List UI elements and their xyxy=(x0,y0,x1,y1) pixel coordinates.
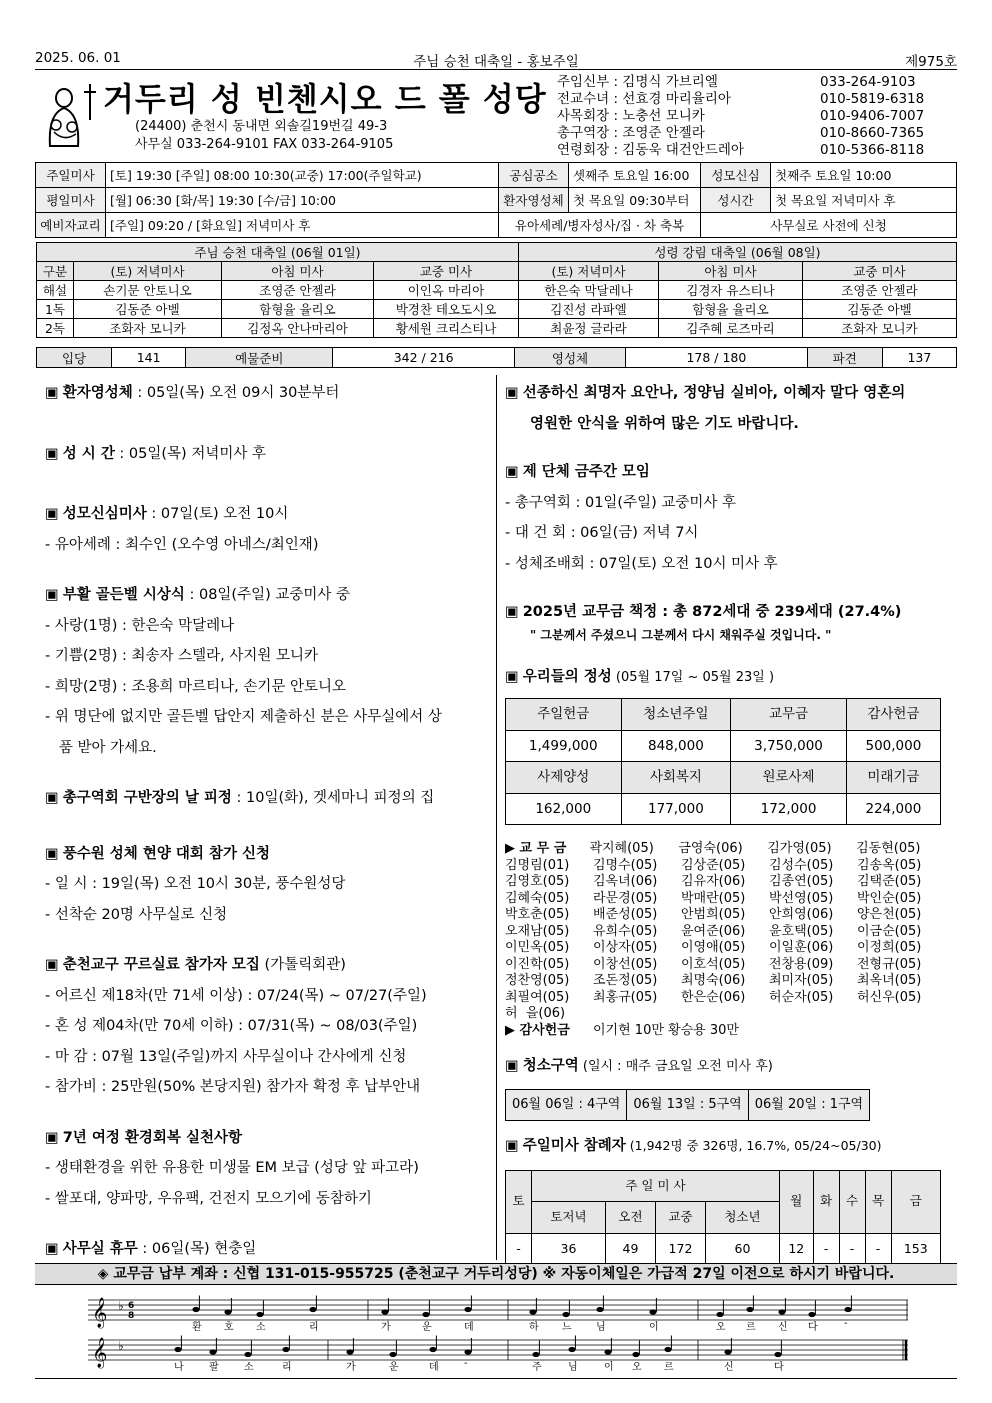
count-label: 입당 xyxy=(37,348,112,368)
svg-text:♭: ♭ xyxy=(118,1299,124,1313)
liturgy-roles-table xyxy=(36,242,957,338)
attendance-value: - xyxy=(865,1233,891,1265)
table-row xyxy=(506,699,941,731)
notice-line: - 총구역회 : 01일(주일) 교중미사 후 xyxy=(505,494,737,511)
note-head xyxy=(774,1352,781,1357)
attendance-label: 금 xyxy=(891,1170,940,1233)
role-cell: 김동준 아벨 xyxy=(74,300,222,319)
note-head xyxy=(192,1307,199,1312)
lyric-syllable: 신 xyxy=(724,1362,734,1373)
schedule-label: 평일미사 xyxy=(36,188,106,213)
table-row xyxy=(506,730,941,762)
schedule-value: [주일] 09:20 / [화요일] 저녁미사 후 xyxy=(106,213,499,238)
attendance-value: - xyxy=(839,1233,865,1265)
staff-role: 전교수녀 : 선효경 마리율리아 xyxy=(557,91,731,107)
note-head xyxy=(381,1309,388,1314)
lyric-syllable: 운 xyxy=(389,1362,399,1373)
attendance-label: 주 일 미 사 xyxy=(531,1170,779,1202)
note-head xyxy=(716,1312,723,1317)
note-head xyxy=(724,1349,731,1354)
offering-value: 224,000 xyxy=(846,793,940,825)
staff-role: 사목회장 : 노충선 모니카 xyxy=(557,108,705,124)
notice-heading: ▣ 부활 골든벨 시상식 : 08일(주일) 교중미사 중 xyxy=(45,587,351,603)
notice-line: - 대 건 회 : 06일(금) 저녁 7시 xyxy=(505,525,699,541)
week2-title: 성령 강림 대축일 (06월 08일) xyxy=(519,243,957,262)
note-head xyxy=(532,1352,539,1357)
role-cell: 한은숙 막달레나 xyxy=(519,281,659,300)
parish-title: 거두리 성 빈첸시오 드 폴 성당 xyxy=(103,80,547,118)
left-column xyxy=(45,378,490,1265)
staff-row xyxy=(557,108,925,125)
hymn-count-table xyxy=(36,347,957,368)
staff-phone: 010-5366-8118 xyxy=(820,142,925,158)
role-cell: 함형율 율리오 xyxy=(222,300,374,319)
svg-text:6: 6 xyxy=(128,1301,135,1311)
column-header: (토) 저녁미사 xyxy=(519,262,659,281)
staff-role: 총구역장 : 조영준 안젤라 xyxy=(557,125,705,141)
notice-heading: ▣ 사무실 휴무 : 06일(목) 현충일 xyxy=(45,1241,257,1257)
role-label: 2독 xyxy=(37,319,74,338)
table-row xyxy=(506,1170,941,1202)
schedule-value: [월] 06:30 [화/목] 19:30 [수/금] 10:00 xyxy=(106,188,499,213)
staff-row xyxy=(557,74,916,91)
offering-table xyxy=(505,698,941,825)
svg-text:8: 8 xyxy=(128,1311,135,1321)
note-head xyxy=(224,1309,231,1314)
lyric-syllable: 신 xyxy=(778,1322,788,1333)
notes-row-1 xyxy=(192,1296,851,1318)
notice-heading: ▣ 춘천교구 꾸르실료 참가자 모집 (가톨릭회관) xyxy=(45,957,346,973)
list-item: 김명림(01) 김명수(05) 김상준(05) 김성수(05) 김송옥(05) xyxy=(505,857,922,873)
note-head xyxy=(568,1347,575,1352)
offering-label: 사제양성 xyxy=(506,762,622,794)
lyric-syllable: 르 xyxy=(746,1322,756,1333)
notice-line: - 성체조배회 : 07일(토) 오전 10시 미사 후 xyxy=(505,555,778,572)
notice-line: - 생태환경을 위한 유용한 미생물 EM 보급 (성당 앞 파고라) xyxy=(45,1160,419,1176)
schedule-value: 첫 목요일 저녁미사 후 xyxy=(771,188,957,213)
attendance-label: 오전 xyxy=(605,1202,655,1234)
schedule-value: 첫 목요일 09:30부터 xyxy=(569,188,701,213)
column-header: (토) 저녁미사 xyxy=(74,262,222,281)
role-label: 해설 xyxy=(37,281,74,300)
bulletin-date: 2025. 06. 01 xyxy=(35,50,121,66)
staff-role: 주임신부 : 김명식 가브리엘 xyxy=(557,74,718,90)
offering-label: 원로사제 xyxy=(731,762,847,794)
note-head xyxy=(562,1312,569,1317)
thanks-offering: ▶ 감사헌금 이기현 10만 황승용 30만 xyxy=(505,1022,739,1038)
lyric-syllable: 다 xyxy=(808,1322,818,1333)
right-column xyxy=(505,378,950,1265)
role-cell: 손기문 안토니오 xyxy=(74,281,222,300)
lyric-syllable: 이 xyxy=(649,1322,659,1333)
note-head xyxy=(844,1307,851,1312)
offering-label: 사회복지 xyxy=(621,762,731,794)
notice-heading: ▣ 제 단체 금주간 모임 xyxy=(505,464,650,480)
attendance-label: 월 xyxy=(779,1170,813,1233)
note-head xyxy=(464,1307,471,1312)
role-cell: 김정옥 안나마리아 xyxy=(222,319,374,338)
role-cell: 김동준 아벨 xyxy=(803,300,957,319)
attendance-value: 36 xyxy=(531,1233,605,1265)
notice-heading: ▣ 2025년 교무금 책정 : 총 872세대 중 239세대 (27.4%) xyxy=(505,604,902,620)
column-header: 교중 미사 xyxy=(803,262,957,281)
staff-row xyxy=(557,91,925,108)
lyric-syllable: 님 xyxy=(596,1322,606,1333)
note-head xyxy=(174,1347,181,1352)
note-head xyxy=(808,1312,815,1317)
attendance-value: 49 xyxy=(605,1233,655,1265)
offering-label: 미래기금 xyxy=(846,762,940,794)
lyric-syllable: 데 xyxy=(429,1362,439,1373)
attendance-label: 토 xyxy=(506,1170,532,1233)
list-item: 정찬영(05) 조돈정(05) 최명숙(06) 최미자(05) 최옥녀(05) xyxy=(505,973,922,988)
notice-line: - 쌀포대, 양파망, 우유팩, 건전지 모으기에 동참하기 xyxy=(45,1190,372,1207)
week1-title: 주님 승천 대축일 (06월 01일) xyxy=(37,243,519,262)
note-head xyxy=(464,1349,471,1354)
cleaning-cell: 06월 13일 : 5구역 xyxy=(627,1089,748,1121)
table-row xyxy=(506,762,941,794)
attendance-label: 교중 xyxy=(655,1202,705,1234)
role-cell: 조영준 안젤라 xyxy=(222,281,374,300)
lyric-syllable: 르 xyxy=(664,1362,674,1373)
note-head xyxy=(632,1352,639,1357)
notice-heading: ▣ 성모신심미사 : 07일(토) 오전 10시 xyxy=(45,506,289,522)
table-row xyxy=(37,300,957,319)
schedule-label: 환자영성체 xyxy=(499,188,569,213)
tithe-quote: " 그분께서 주셨으니 그분께서 다시 채워주실 것입니다. " xyxy=(530,627,832,642)
issue-number: 제975호 xyxy=(905,54,957,70)
staff-phone: 010-5819-6318 xyxy=(820,91,925,107)
lyric-syllable: 나 xyxy=(174,1362,184,1373)
column-header: 아침 미사 xyxy=(659,262,803,281)
lyric-syllable: 소 xyxy=(256,1322,266,1333)
role-cell: 김경자 유스티나 xyxy=(659,281,803,300)
svg-text:♭: ♭ xyxy=(118,1339,124,1353)
note-head xyxy=(256,1312,263,1317)
memorial-notice-cont: 영원한 안식을 위하여 많은 기도 바랍니다. xyxy=(530,415,799,432)
note-head xyxy=(596,1307,603,1312)
attendance-value: 172 xyxy=(655,1233,705,1265)
lyric-syllable: 데 xyxy=(464,1322,474,1333)
lyric-syllable: 가 xyxy=(346,1362,356,1373)
notice-heading: ▣ 총구역회 구반장의 날 피정 : 10일(화), 겟세마니 피정의 집 xyxy=(45,790,435,806)
role-cell: 최윤정 글라라 xyxy=(519,319,659,338)
column-header: 교중 미사 xyxy=(374,262,519,281)
lyric-syllable: 주 xyxy=(532,1362,542,1373)
notice-heading: ▣ 청소구역 (일시 : 매주 금요일 오전 미사 후) xyxy=(505,1058,773,1074)
notes-row-2 xyxy=(174,1336,781,1358)
note-head xyxy=(778,1309,785,1314)
lyric-syllable: 리 xyxy=(309,1322,319,1333)
schedule-label: 성시간 xyxy=(701,188,771,213)
svg-text:𝄞: 𝄞 xyxy=(92,1298,108,1328)
table-row xyxy=(37,243,957,262)
staff-phone: 010-9406-7007 xyxy=(820,108,925,124)
notice-heading: ▣ 우리들의 정성 (05월 17일 ~ 05월 23일 ) xyxy=(505,668,775,685)
table-row xyxy=(37,281,957,300)
lyric-syllable: 하 xyxy=(529,1322,539,1333)
offering-value: 3,750,000 xyxy=(731,730,847,762)
staff-phone: 010-8660-7365 xyxy=(820,125,925,141)
table-row xyxy=(37,348,957,368)
list-item: 김영호(05) 김옥녀(06) 김유자(06) 김종연(05) 김택준(05) xyxy=(505,874,922,889)
notice-line: - 마 감 : 07월 13일(주일)까지 사무실이나 간사에게 신청 xyxy=(45,1048,407,1065)
lyric-syllable: 느 xyxy=(562,1322,572,1333)
list-item: 김혜숙(05) 라문경(05) 박매란(05) 박선영(05) 박인순(05) xyxy=(505,890,922,906)
lyric-syllable: 오 xyxy=(716,1322,726,1333)
table-row xyxy=(506,1233,941,1265)
list-item: 이민옥(05) 이상자(05) 이영애(05) 이일훈(06) 이정희(05) xyxy=(505,940,922,955)
lyric-syllable: 소 xyxy=(244,1362,254,1373)
notice-line: - 희망(2명) : 조용희 마르티나, 손기문 안토니오 xyxy=(45,678,347,695)
note-head xyxy=(529,1309,536,1314)
parish-logo-icon xyxy=(42,80,98,150)
note-head xyxy=(429,1347,436,1352)
notice-line: - 사랑(1명) : 한은숙 막달레나 xyxy=(45,617,235,634)
list-item: 이진학(05) 이창선(05) 이호석(05) 전창용(09) 전형규(05) xyxy=(505,956,922,972)
lyric-syllable: 리 xyxy=(282,1362,292,1373)
table-row xyxy=(37,319,957,338)
schedule-label: 주일미사 xyxy=(36,163,106,188)
column-header: 아침 미사 xyxy=(222,262,374,281)
mass-schedule-table xyxy=(35,162,957,238)
count-label: 예물준비 xyxy=(186,348,333,368)
notice-line: - 어르신 제18차(만 71세 이상) : 07/24(목) ~ 07/27(주일) xyxy=(45,987,427,1004)
lyric-syllable: 가 xyxy=(381,1322,391,1333)
tithe-account-banner: ◈ 교무금 납부 계좌 : 신협 131-015-955725 (춘천교구 거두리성당) ※ 자동이체일은 가급적 27일 이전으로 하시기 바랍니다. xyxy=(35,1263,957,1285)
note-head xyxy=(422,1312,429,1317)
tithe-names-list xyxy=(505,841,945,1039)
attendance-value: 12 xyxy=(779,1233,813,1265)
notice-heading: ▣ 주일미사 참례자 (1,942명 중 326명, 16.7%, 05/24~05/30) xyxy=(505,1138,882,1154)
staff-list xyxy=(557,74,925,159)
top-header xyxy=(35,50,957,70)
schedule-value: [토] 19:30 [주일] 08:00 10:30(교중) 17:00(주일학교) xyxy=(106,163,499,188)
role-cell: 김주혜 로즈마리 xyxy=(659,319,803,338)
cleaning-table xyxy=(505,1089,870,1122)
count-value: 178 / 180 xyxy=(626,348,808,368)
lyric-syllable: 호 xyxy=(224,1322,234,1333)
lyric-syllable: 다 xyxy=(774,1362,784,1373)
role-cell: 박경찬 테오도시오 xyxy=(374,300,519,319)
column-header: 구분 xyxy=(37,262,74,281)
count-label: 파견 xyxy=(807,348,882,368)
offering-value: 162,000 xyxy=(506,793,622,825)
offering-label: 청소년주일 xyxy=(621,699,731,731)
lyric-syllable: 운 xyxy=(422,1322,432,1333)
attendance-label: 청소년 xyxy=(705,1202,779,1234)
staff-row xyxy=(557,142,925,159)
attendance-value: 153 xyxy=(891,1233,940,1265)
lyric-syllable: - xyxy=(844,1318,848,1329)
count-value: 141 xyxy=(112,348,186,368)
lyric-syllable: 오 xyxy=(632,1362,642,1373)
note-head xyxy=(746,1307,753,1312)
offering-value: 1,499,000 xyxy=(506,730,622,762)
role-cell: 함형율 율리오 xyxy=(659,300,803,319)
notice-line: - 유아세례 : 최수인 (오수영 아네스/최인재) xyxy=(45,536,319,553)
attendance-label: 토저녁 xyxy=(531,1202,605,1234)
offering-label: 주일헌금 xyxy=(506,699,622,731)
staff-row xyxy=(557,125,925,142)
note-head xyxy=(209,1349,216,1354)
notice-line: - 기쁨(2명) : 최송자 스텔라, 사지원 모니카 xyxy=(45,648,319,664)
attendance-value: 60 xyxy=(705,1233,779,1265)
notice-heading: ▣ 7년 여정 환경회복 실천사항 xyxy=(45,1129,243,1146)
role-cell: 김진성 라파엘 xyxy=(519,300,659,319)
attendance-value: - xyxy=(506,1233,532,1265)
count-value: 342 / 216 xyxy=(333,348,515,368)
notice-line: - 혼 성 제04차(만 70세 이하) : 07/31(목) ~ 08/03(주일) xyxy=(45,1018,418,1034)
role-cell: 조영준 안젤라 xyxy=(803,281,957,300)
music-staff xyxy=(88,1290,908,1373)
notice-line: 품 받아 가세요. xyxy=(45,739,157,756)
offering-value: 848,000 xyxy=(621,730,731,762)
offering-label: 교무금 xyxy=(731,699,847,731)
note-head xyxy=(282,1347,289,1352)
table-row xyxy=(506,793,941,825)
role-cell: 황세원 크리스티나 xyxy=(374,319,519,338)
schedule-label: 공심공소 xyxy=(499,163,569,188)
lyric-syllable: 팔 xyxy=(209,1362,219,1373)
list-item: 허 을(06) xyxy=(505,1006,566,1021)
list-item: 오재남(05) 유희수(05) 윤여준(06) 윤호택(05) 이금순(05) xyxy=(505,923,922,939)
table-row xyxy=(36,163,957,188)
lyric-syllable: - xyxy=(464,1358,468,1369)
notice-line: - 선착순 20명 사무실로 신청 xyxy=(45,906,228,923)
cleaning-cell: 06월 20일 : 1구역 xyxy=(748,1089,869,1121)
schedule-label: 유아세례/병자성사/집 · 차 축복 xyxy=(499,213,701,238)
schedule-label: 예비자교리 xyxy=(36,213,106,238)
notice-line: - 일 시 : 19일(목) 오전 10시 30분, 풍수원성당 xyxy=(45,876,346,892)
parish-address-block xyxy=(135,118,393,154)
schedule-value: 사무실로 사전에 신청 xyxy=(701,213,957,238)
note-head xyxy=(649,1309,656,1314)
staff-phone: 033-264-9103 xyxy=(820,74,916,90)
offering-value: 177,000 xyxy=(621,793,731,825)
staff-role: 연령회장 : 김동욱 대건안드레아 xyxy=(557,142,744,158)
notice-heading: ▣ 풍수원 성체 현양 대회 참가 신청 xyxy=(45,845,271,862)
note-head xyxy=(346,1349,353,1354)
role-cell: 조화자 모니카 xyxy=(74,319,222,338)
offering-value: 500,000 xyxy=(846,730,940,762)
parish-office-phone: 사무실 033-264-9101 FAX 033-264-9105 xyxy=(135,137,394,152)
footer-rule xyxy=(35,1378,957,1379)
schedule-value: 첫째주 토요일 10:00 xyxy=(771,163,957,188)
notice-line: - 위 명단에 없지만 골든벨 답안지 제출하신 분은 사무실에서 상 xyxy=(45,709,442,725)
lyric-syllable: 님 xyxy=(568,1362,578,1373)
svg-text:𝄞: 𝄞 xyxy=(92,1338,108,1368)
role-label: 1독 xyxy=(37,300,74,319)
note-head xyxy=(309,1307,316,1312)
cleaning-cell: 06월 06일 : 4구역 xyxy=(506,1089,627,1121)
attendance-label: 수 xyxy=(839,1170,865,1233)
notice-heading: ▣ 성 시 간 : 05일(목) 저녁미사 후 xyxy=(45,445,266,462)
list-item: 최필여(05) 최홍규(05) 한은순(06) 허순자(05) 허신우(05) xyxy=(505,989,922,1005)
notice-heading: ▣ 환자영성체 : 05일(목) 오전 09시 30분부터 xyxy=(45,385,340,401)
lyric-syllable: 환 xyxy=(192,1322,202,1333)
table-row xyxy=(36,188,957,213)
count-label: 영성체 xyxy=(514,348,625,368)
feast-title: 주님 승천 대축일 - 홍보주일 xyxy=(413,54,579,70)
attendance-table xyxy=(505,1170,941,1266)
memorial-notice: ▣ 선종하신 최명자 요안나, 정양님 실비아, 이혜자 말다 영혼의 xyxy=(505,385,906,401)
note-head xyxy=(604,1349,611,1354)
offering-value: 172,000 xyxy=(731,793,847,825)
attendance-label: 화 xyxy=(813,1170,839,1233)
role-cell: 이인옥 마리아 xyxy=(374,281,519,300)
note-head xyxy=(664,1347,671,1352)
note-head xyxy=(244,1352,251,1357)
role-cell: 조화자 모니카 xyxy=(803,319,957,338)
note-head xyxy=(389,1352,396,1357)
column-divider xyxy=(496,375,497,1260)
offering-label: 감사헌금 xyxy=(846,699,940,731)
table-row xyxy=(506,1089,870,1121)
schedule-value: 셋째주 토요일 16:00 xyxy=(569,163,701,188)
attendance-value: - xyxy=(813,1233,839,1265)
table-row xyxy=(37,262,957,281)
attendance-label: 목 xyxy=(865,1170,891,1233)
count-value: 137 xyxy=(882,348,956,368)
list-item: 박호춘(05) 배준성(05) 안범희(05) 안희영(06) 양은천(05) xyxy=(505,907,922,922)
list-item: ▶ 교 무 금 곽지혜(05) 금영숙(06) 김가영(05) 김동현(05) xyxy=(505,841,921,856)
lyric-syllable: 이 xyxy=(604,1362,614,1373)
table-row xyxy=(36,213,957,238)
parish-address: (24400) 춘천시 동내면 외솔길19번길 49-3 xyxy=(135,119,388,134)
notice-line: - 참가비 : 25만원(50% 본당지원) 참가자 확정 후 납부안내 xyxy=(45,1079,421,1095)
schedule-label: 성모신심 xyxy=(701,163,771,188)
